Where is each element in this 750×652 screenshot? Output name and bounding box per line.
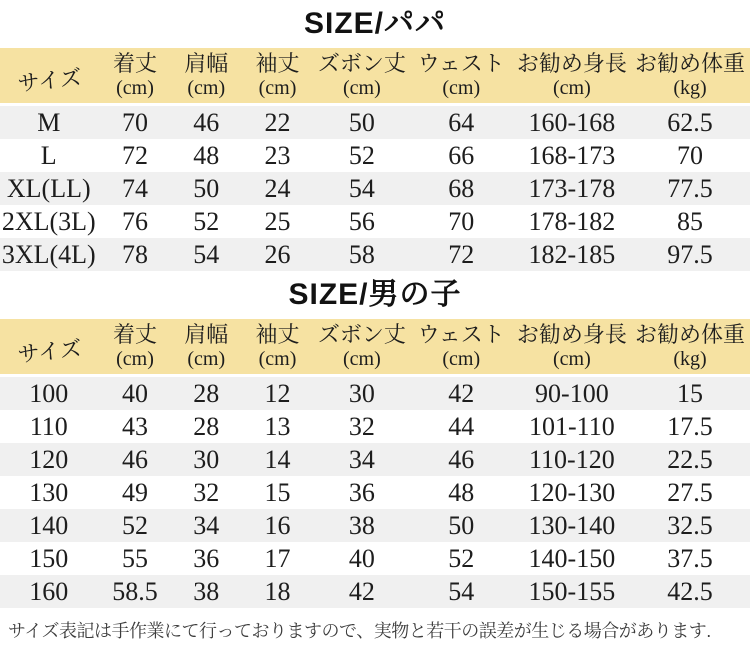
table-cell: 173-178 — [528, 174, 616, 203]
table-cell: 160-168 — [528, 108, 616, 137]
table-cell: 150 — [29, 544, 69, 573]
table-row — [0, 509, 750, 542]
table-row — [0, 139, 750, 172]
table-cell: 120-130 — [528, 478, 616, 507]
table-cell: 54 — [348, 174, 375, 203]
table-cell: 140-150 — [528, 544, 616, 573]
table-cell: 66 — [448, 141, 475, 170]
size-table-papa — [0, 48, 750, 271]
table-cell: 37.5 — [667, 544, 713, 573]
table-cell: 130 — [29, 478, 69, 507]
table-cell: 182-185 — [528, 240, 616, 269]
table-cell: 50 — [448, 511, 475, 540]
size-table-papa-header — [0, 48, 750, 105]
table-cell: 70 — [448, 207, 475, 236]
table-cell: 90-100 — [535, 379, 609, 408]
column-header: お勧め身長 (cm) — [514, 48, 630, 105]
table-cell: 74 — [122, 174, 148, 203]
table-cell: 30 — [348, 379, 375, 408]
table-cell: 28 — [193, 379, 220, 408]
column-header: 肩幅 (cm) — [173, 319, 241, 376]
table-cell: 55 — [122, 544, 148, 573]
table-cell: 70 — [677, 141, 703, 170]
table-cell: 100 — [29, 379, 69, 408]
table-cell: 34 — [348, 445, 375, 474]
table-cell: 140 — [29, 511, 69, 540]
table-cell: 16 — [264, 511, 291, 540]
table-cell: 52 — [122, 511, 148, 540]
table-cell: 72 — [448, 240, 475, 269]
table-cell: M — [37, 108, 61, 137]
table-cell: 38 — [193, 577, 220, 606]
table-cell: 68 — [448, 174, 475, 203]
table-cell: 17 — [264, 544, 291, 573]
size-table-papa-body — [0, 105, 750, 272]
table-cell: 13 — [264, 412, 291, 441]
table-cell: 15 — [677, 379, 703, 408]
column-header: 肩幅 (cm) — [173, 48, 241, 105]
table-cell: 72 — [122, 141, 148, 170]
table-row — [0, 575, 750, 608]
table-cell: 34 — [193, 511, 220, 540]
table-cell: 77.5 — [667, 174, 713, 203]
table-cell: 3XL(4L) — [1, 240, 96, 269]
table-cell: 52 — [193, 207, 220, 236]
table-cell: 78 — [122, 240, 148, 269]
column-header: 着丈 (cm) — [98, 48, 173, 105]
column-header: ズボン丈 (cm) — [315, 319, 409, 376]
table-cell: 46 — [193, 108, 220, 137]
table-cell: 22.5 — [667, 445, 713, 474]
table-cell: 38 — [348, 511, 375, 540]
table-cell: 62.5 — [667, 108, 713, 137]
table-cell: 32 — [348, 412, 375, 441]
size-title-boy: SIZE/男の子 — [288, 278, 462, 311]
table-cell: 25 — [264, 207, 291, 236]
table-cell: 50 — [348, 108, 375, 137]
table-cell: 52 — [448, 544, 475, 573]
table-row — [0, 376, 750, 411]
table-cell: 150-155 — [528, 577, 616, 606]
table-cell: XL(LL) — [6, 174, 91, 203]
table-row — [0, 172, 750, 205]
table-row — [0, 443, 750, 476]
size-table-boy-header — [0, 319, 750, 376]
size-table-boy — [0, 319, 750, 608]
table-cell: 27.5 — [667, 478, 713, 507]
table-cell: 48 — [448, 478, 475, 507]
table-cell: 36 — [193, 544, 220, 573]
table-cell: 160 — [29, 577, 69, 606]
table-cell: 46 — [448, 445, 475, 474]
table-cell: 97.5 — [667, 240, 713, 269]
table-cell: 64 — [448, 108, 475, 137]
table-cell: 56 — [348, 207, 375, 236]
table-row — [0, 476, 750, 509]
table-cell: 52 — [348, 141, 375, 170]
column-header: 着丈 (cm) — [98, 319, 173, 376]
table-cell: 2XL(3L) — [1, 207, 96, 236]
column-header: お勧め体重 (kg) — [630, 48, 750, 105]
table-cell: 101-110 — [529, 412, 615, 441]
table-cell: 17.5 — [667, 412, 713, 441]
column-header: お勧め体重 (kg) — [630, 319, 750, 376]
table-row — [0, 105, 750, 140]
table-cell: 42 — [348, 577, 375, 606]
size-disclaimer-note: サイズ表記は手作業にて行っておりますので、実物と若干の誤差が生じる場合があります. — [8, 621, 711, 641]
table-row — [0, 410, 750, 443]
table-cell: 54 — [448, 577, 475, 606]
column-header: 袖丈 (cm) — [240, 48, 315, 105]
table-row — [0, 205, 750, 238]
table-cell: 40 — [122, 379, 148, 408]
table-cell: 15 — [264, 478, 291, 507]
table-cell: 43 — [122, 412, 148, 441]
table-cell: L — [40, 141, 57, 170]
table-row — [0, 542, 750, 575]
table-cell: 30 — [193, 445, 220, 474]
table-cell: 110-120 — [529, 445, 615, 474]
table-cell: 168-173 — [528, 141, 616, 170]
column-header: ウェスト (cm) — [409, 319, 514, 376]
table-cell: 46 — [122, 445, 148, 474]
column-header: 袖丈 (cm) — [240, 319, 315, 376]
table-cell: 26 — [264, 240, 291, 269]
table-cell: 178-182 — [528, 207, 616, 236]
table-cell: 85 — [677, 207, 703, 236]
table-cell: 42 — [448, 379, 475, 408]
table-cell: 44 — [448, 412, 475, 441]
column-header: ズボン丈 (cm) — [315, 48, 409, 105]
table-cell: 12 — [264, 379, 291, 408]
table-cell: 32 — [193, 478, 220, 507]
table-cell: 18 — [264, 577, 291, 606]
table-cell: 50 — [193, 174, 220, 203]
table-cell: 48 — [193, 141, 220, 170]
table-cell: 28 — [193, 412, 220, 441]
table-cell: 76 — [122, 207, 148, 236]
table-cell: 49 — [122, 478, 148, 507]
table-cell: 24 — [264, 174, 291, 203]
column-header: お勧め身長 (cm) — [514, 319, 630, 376]
column-header: ウェスト (cm) — [409, 48, 514, 105]
column-header: サイズ — [0, 319, 98, 376]
table-cell: 14 — [264, 445, 291, 474]
table-cell: 42.5 — [667, 577, 713, 606]
table-cell: 40 — [348, 544, 375, 573]
table-cell: 32.5 — [667, 511, 713, 540]
table-cell: 130-140 — [528, 511, 616, 540]
column-header: サイズ — [0, 48, 98, 105]
table-cell: 22 — [264, 108, 291, 137]
table-row — [0, 238, 750, 271]
size-table-boy-body — [0, 376, 750, 609]
table-cell: 36 — [348, 478, 375, 507]
table-cell: 110 — [29, 412, 68, 441]
table-cell: 58.5 — [112, 577, 158, 606]
table-cell: 58 — [348, 240, 375, 269]
table-cell: 23 — [264, 141, 291, 170]
table-cell: 54 — [193, 240, 220, 269]
size-title-papa: SIZE/パパ — [303, 7, 446, 40]
table-cell: 70 — [122, 108, 148, 137]
table-cell: 120 — [29, 445, 69, 474]
